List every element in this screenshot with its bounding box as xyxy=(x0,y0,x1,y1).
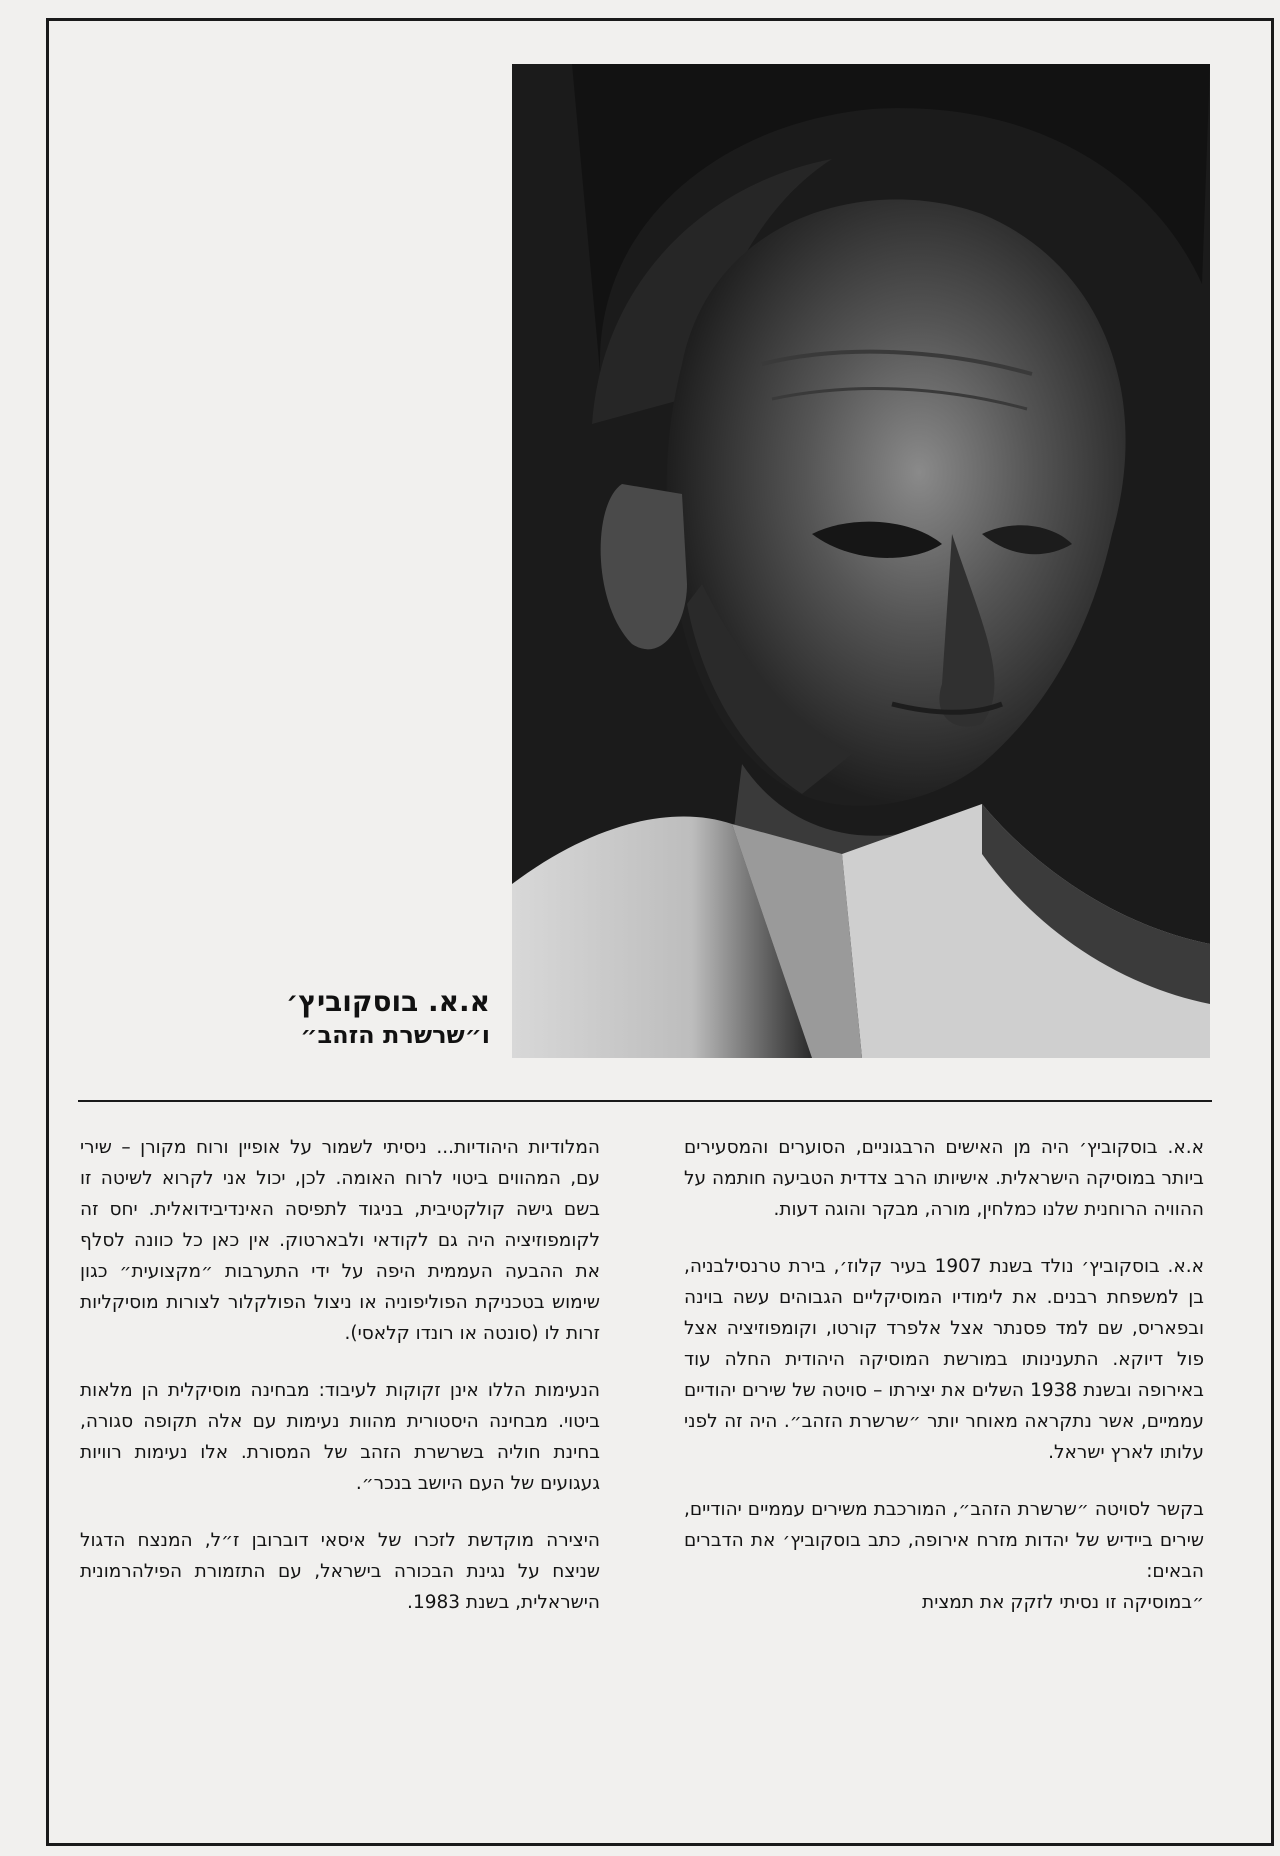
portrait-image xyxy=(512,64,1210,1058)
paragraph-melodies: הנעימות הללו אינן זקוקות לעיבוד: מבחינה מוסיקלית הן מלאות ביטוי. מבחינה היסטורית מהוות נעימות עם אלה תקופה סגורה, בחינת חוליה בשרשרת הזהב של המסורת. אלו נעימות רוויות געגועים של העם היושב בנכר״. xyxy=(80,1380,600,1494)
paragraph-biography: א.א. בוסקוביץ׳ נולד בשנת 1907 בעיר קלוז׳, בירת טרנסילבניה, בן למשפחת רבנים. את לימודיו המוסיקליים הגבוהים עשה בוינה ובפאריס, שם למד פסנתר אצל אלפרד קורטו, וקומפוזיציה אצל פול דיוקא. התענינותו במורשת המוסיקה היהודית החלה עוד באירופה ובשנת 1938 השלים את יצירתו – סויטה של שירים יהודיים עממיים, אשר נתקראה מאוחר יותר ״שרשרת הזהב״. היה זה לפני עלותו לארץ ישראל. xyxy=(684,1256,1204,1463)
caption-name: א.א. בוסקוביץ׳ xyxy=(286,985,490,1018)
section-divider xyxy=(78,1100,1212,1102)
paragraph-quote-start: ״במוסיקה זו נסיתי לזקק את תמצית xyxy=(922,1592,1204,1613)
caption-subtitle: ו״שרשרת הזהב״ xyxy=(300,1021,490,1049)
paragraph-dedication: היצירה מוקדשת לזכרו של איסאי דוברובן ז״ל, המנצח הדגול שניצח על נגינת הבכורה בישראל, עם התזמורת הפילהרמונית הישראלית, בשנת 1983. xyxy=(80,1530,600,1613)
article-column-left xyxy=(80,1132,600,1618)
paragraph-quote-continuation: המלודיות היהודיות... ניסיתי לשמור על אופיין ורוח מקורן – שירי עם, המהווים ביטוי לרוח האומה. לכן, יכול אני לקרוא לשיטה זו בשם גישה קולקטיבית, בניגוד לתפיסה האינדיבידואלית. יחס זה לקומפוזיציה היה גם לקודאי ולבארטוק. אין כאן כל כוונה לסלף את ההבעה העממית היפה על ידי התערבות ״מקצועית״ כגון שימוש בטכניקת הפוליפוניה או ניצול הפולקלור לצורות מוסיקליות זרות לו (סונטה או רונדו קלאסי). xyxy=(80,1137,600,1344)
portrait-photo xyxy=(512,64,1210,1058)
article-column-right xyxy=(684,1132,1204,1618)
photo-caption xyxy=(190,985,490,1051)
paragraph-intro: א.א. בוסקוביץ׳ היה מן האישים הרבגוניים, הסוערים והמסעירים ביותר במוסיקה הישראלית. אישיותו הרב צדדית הטביעה חותמה על ההוויה הרוחנית שלנו כמלחין, מורה, מבקר והוגה דעות. xyxy=(684,1137,1204,1220)
paragraph-suite-context: בקשר לסויטה ״שרשרת הזהב״, המורכבת משירים עממיים יהודיים, שירים ביידיש של יהדות מזרח אירופה, כתב בוסקוביץ׳ את הדברים הבאים: xyxy=(684,1499,1204,1582)
